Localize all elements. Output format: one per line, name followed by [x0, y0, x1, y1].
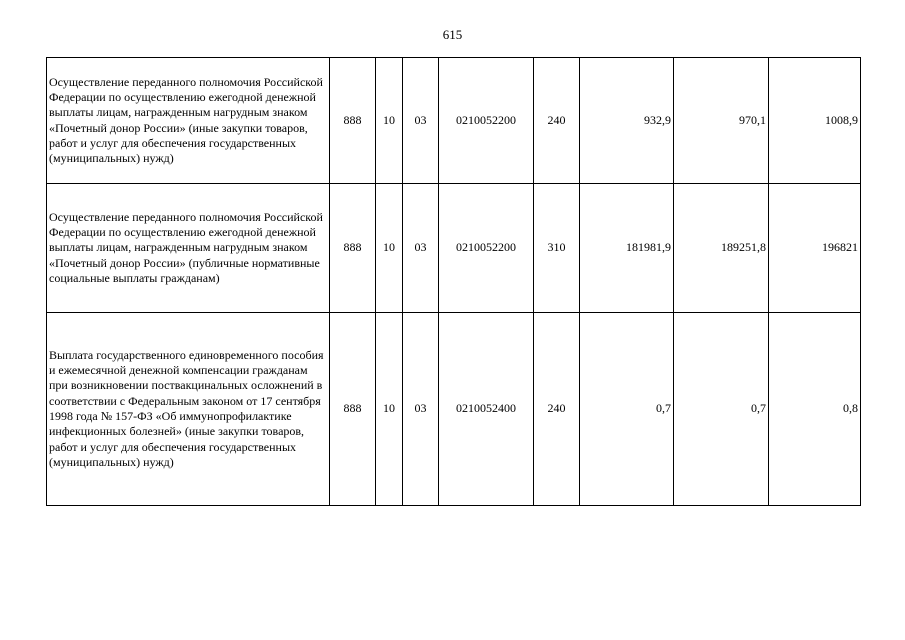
row-description: Осуществление переданного полномочия Российской Федерации по осуществлению ежегодной денежной выплаты лицам, награжденным нагрудным знаком «Почетный донор России» (публичные нормативные социальные выплаты гражданам) — [47, 184, 330, 313]
amount-year-3: 1008,9 — [769, 58, 861, 184]
subsection-code: 03 — [403, 313, 439, 506]
section-code: 10 — [376, 313, 403, 506]
subsection-code: 03 — [403, 184, 439, 313]
expense-type-code: 240 — [534, 58, 580, 184]
amount-year-3: 0,8 — [769, 313, 861, 506]
ministry-code: 888 — [330, 58, 376, 184]
amount-year-2: 189251,8 — [674, 184, 769, 313]
section-code: 10 — [376, 58, 403, 184]
amount-year-3: 196821 — [769, 184, 861, 313]
row-description: Осуществление переданного полномочия Российской Федерации по осуществлению ежегодной денежной выплаты лицам, награжденным нагрудным знаком «Почетный донор России» (иные закупки товаров, работ и услуг для обеспечения государственных (муниципальных) нужд) — [47, 58, 330, 184]
target-article-code: 0210052200 — [439, 58, 534, 184]
ministry-code: 888 — [330, 184, 376, 313]
target-article-code: 0210052400 — [439, 313, 534, 506]
amount-year-1: 0,7 — [580, 313, 674, 506]
table-row — [47, 58, 861, 184]
page-number: 615 — [442, 27, 463, 42]
row-description: Выплата государственного единовременного пособия и ежемесячной денежной компенсации гражданам при возникновении поствакцинальных осложнений в соответствии с Федеральным законом от 17 сентября 1998 года № 157-ФЗ «Об иммунопрофилактике инфекционных болезней» (иные закупки товаров, работ и услуг для обеспечения государственных (муниципальных) нужд) — [47, 313, 330, 506]
table-row — [47, 313, 861, 506]
budget-table — [46, 57, 861, 506]
expense-type-code: 310 — [534, 184, 580, 313]
amount-year-1: 932,9 — [580, 58, 674, 184]
section-code: 10 — [376, 184, 403, 313]
ministry-code: 888 — [330, 313, 376, 506]
table-row — [47, 184, 861, 313]
amount-year-2: 0,7 — [674, 313, 769, 506]
amount-year-1: 181981,9 — [580, 184, 674, 313]
target-article-code: 0210052200 — [439, 184, 534, 313]
subsection-code: 03 — [403, 58, 439, 184]
amount-year-2: 970,1 — [674, 58, 769, 184]
expense-type-code: 240 — [534, 313, 580, 506]
